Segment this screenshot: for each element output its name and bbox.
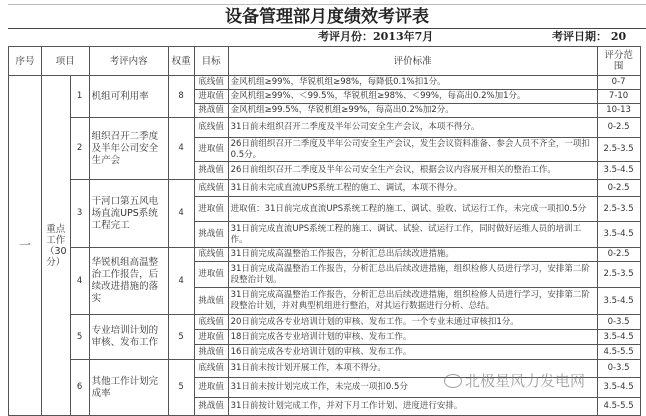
target-level: 底线值 bbox=[194, 180, 228, 197]
criterion-text: 金风机组≥99%、＜99.5%，华锐机组≥98%、＜99%，每高出0.2%加1分。 bbox=[228, 90, 597, 104]
section-category: 重点工作（30分） bbox=[42, 76, 71, 416]
target-level: 进取值 bbox=[194, 197, 228, 222]
page-title: 设备管理部月度绩效考评表 bbox=[8, 4, 646, 29]
target-level: 底线值 bbox=[194, 76, 228, 90]
criterion-text: 26日前组织召开二季度及半年公司安全生产会议，发生会议资料准备、参会人员不齐全，一项扣0.5分。 bbox=[228, 138, 597, 162]
score-range: 0-7 bbox=[597, 76, 640, 90]
item-number: 5 bbox=[70, 315, 89, 360]
target-level: 底线值 bbox=[194, 118, 228, 138]
target-level: 挑战值 bbox=[194, 288, 228, 315]
item-content: 专业培训计划的审核、发布工作 bbox=[89, 315, 168, 360]
item-number: 1 bbox=[70, 76, 89, 118]
score-range: 0-2.5 bbox=[597, 180, 640, 197]
target-level: 底线值 bbox=[194, 315, 228, 330]
score-range: 3.5-4.5 bbox=[597, 378, 640, 398]
criterion-text: 金风机组≥99%，华锐机组≥98%，每降低0.1%扣1分。 bbox=[228, 76, 597, 90]
item-number: 2 bbox=[70, 118, 89, 180]
item-content: 组织召开二季度及半年公司安全生产会 bbox=[89, 118, 168, 180]
score-range: 10-13 bbox=[597, 104, 640, 118]
score-range: 0-2.5 bbox=[597, 118, 640, 138]
eval-date: 考评日期： 20 bbox=[552, 30, 627, 43]
header-content: 考评内容 bbox=[89, 47, 168, 76]
header-target: 目标 bbox=[194, 47, 228, 76]
watermark-text: 北极星风力发电网 bbox=[465, 372, 586, 390]
table-row bbox=[9, 76, 641, 90]
item-weight: 4 bbox=[168, 248, 194, 315]
section-serial: 一 bbox=[9, 76, 42, 416]
score-range: 4.5-5.5 bbox=[597, 398, 640, 416]
item-content: 其他工作计划完成率 bbox=[89, 360, 168, 416]
item-weight: 4 bbox=[168, 180, 194, 248]
target-level: 挑战值 bbox=[194, 398, 228, 416]
header-range: 评分范围 bbox=[597, 47, 640, 76]
score-range: 4.5-5.5 bbox=[597, 345, 640, 360]
target-level: 底线值 bbox=[194, 248, 228, 262]
score-range: 2.5-3.5 bbox=[597, 138, 640, 162]
header-weight: 权重 bbox=[168, 47, 194, 76]
criterion-text: 金风机组≥99.5%，华锐机组≥99%，每高出0.2%加2分。 bbox=[228, 104, 597, 118]
criterion-text: 31日前完成高温整治工作报告，分析汇总出后续改进措施。 bbox=[228, 248, 597, 262]
item-number: 6 bbox=[70, 360, 89, 416]
item-weight: 4 bbox=[168, 118, 194, 180]
target-level: 挑战值 bbox=[194, 162, 228, 180]
criterion-text: 31日前未组织召开二季度及半年公司安全生产会议，本项不得分。 bbox=[228, 118, 597, 138]
score-range: 7-10 bbox=[597, 90, 640, 104]
item-number: 4 bbox=[70, 248, 89, 315]
item-weight: 5 bbox=[168, 315, 194, 360]
item-weight: 8 bbox=[168, 76, 194, 118]
target-level: 进取值 bbox=[194, 90, 228, 104]
criterion-text: 31日前按计划完成工作，并对下月工作计划、进度进行安排。 bbox=[228, 398, 597, 416]
eval-month: 考评月份：2013年7月 bbox=[318, 30, 434, 43]
table-row bbox=[9, 180, 641, 197]
score-range: 0-3.5 bbox=[597, 315, 640, 330]
item-content: 华锐机组高温整治工作报告，后续改进措施的落实 bbox=[89, 248, 168, 315]
score-range: 0-2.5 bbox=[597, 248, 640, 262]
score-range: 0-3.5 bbox=[597, 360, 640, 378]
table-row bbox=[9, 315, 641, 330]
target-level: 底线值 bbox=[194, 360, 228, 378]
target-level: 挑战值 bbox=[194, 104, 228, 118]
criterion-text: 31日前未按计划完成工作，未完成一项扣0.5分 bbox=[228, 378, 597, 398]
item-content: 机组可利用率 bbox=[89, 76, 168, 118]
target-level: 进取值 bbox=[194, 138, 228, 162]
header-criteria: 评价标准 bbox=[228, 47, 597, 76]
target-level: 进取值 bbox=[194, 330, 228, 345]
criterion-text: 31日前完成高温整治工作报告，分析汇总出后续改进措施，组织检修人员进行学习，安排第二阶段整治计划。 bbox=[228, 262, 597, 288]
header-project: 项目 bbox=[42, 47, 90, 76]
criterion-text: 26日前组织召开二季度及半年公司安全生产会议，根据会议内容展开相关的整治工作。 bbox=[228, 162, 597, 180]
target-level: 进取值 bbox=[194, 262, 228, 288]
header-row bbox=[9, 47, 641, 76]
score-range: 2.5-3.5 bbox=[597, 197, 640, 222]
criterion-text: 20日前完成各专业培训计划的审核、发布工作。一个专业未通过审核扣1分。 bbox=[228, 315, 597, 330]
score-range: 3.5-4.5 bbox=[597, 222, 640, 248]
item-weight: 5 bbox=[168, 360, 194, 416]
wechat-icon bbox=[444, 374, 462, 388]
score-range: 3.5-4.5 bbox=[597, 330, 640, 345]
criterion-text: 31日前完成直流UPS系统工程的施工、调试、试验、试运行工作，同时做好运维人员的培训工作。 bbox=[228, 222, 597, 248]
score-range: 2.5-3.5 bbox=[597, 262, 640, 288]
table-row bbox=[9, 118, 641, 138]
criterion-text: 31日前未完成直流UPS系统工程的施工、调试，本项不得分。 bbox=[228, 180, 597, 197]
score-range: 3.5-4.5 bbox=[597, 288, 640, 315]
criterion-text: 31日前未按计划开展工作，本项不得分。 bbox=[228, 360, 597, 378]
header-serial: 序号 bbox=[9, 47, 42, 76]
target-level: 挑战值 bbox=[194, 222, 228, 248]
criterion-text: 18日前完成各专业培训计划的审核、发布工作。 bbox=[228, 330, 597, 345]
criterion-text: 31日前完成高温整治工作报告，分析汇总出后续改进措施，组织检修人员进行学习，安排第二阶段整治计划，并对典型机组进行整治，对其运行数据进行分析、总结。 bbox=[228, 288, 597, 315]
watermark bbox=[444, 372, 585, 390]
score-range: 3.5-4.5 bbox=[597, 162, 640, 180]
item-content: 干河口第五风电场直流UPS系统工程完工 bbox=[89, 180, 168, 248]
criterion-text: 进取值：31日前完成直流UPS系统工程的施工、调试、验收、试运行工作，未完成一项扣0.5分 bbox=[228, 197, 597, 222]
criterion-text: 16日前完成各专业培训计划的审核、发布工作。 bbox=[228, 345, 597, 360]
target-level: 进取值 bbox=[194, 378, 228, 398]
table-row bbox=[9, 248, 641, 262]
evaluation-table bbox=[8, 46, 641, 416]
target-level: 挑战值 bbox=[194, 345, 228, 360]
item-number: 3 bbox=[70, 180, 89, 248]
